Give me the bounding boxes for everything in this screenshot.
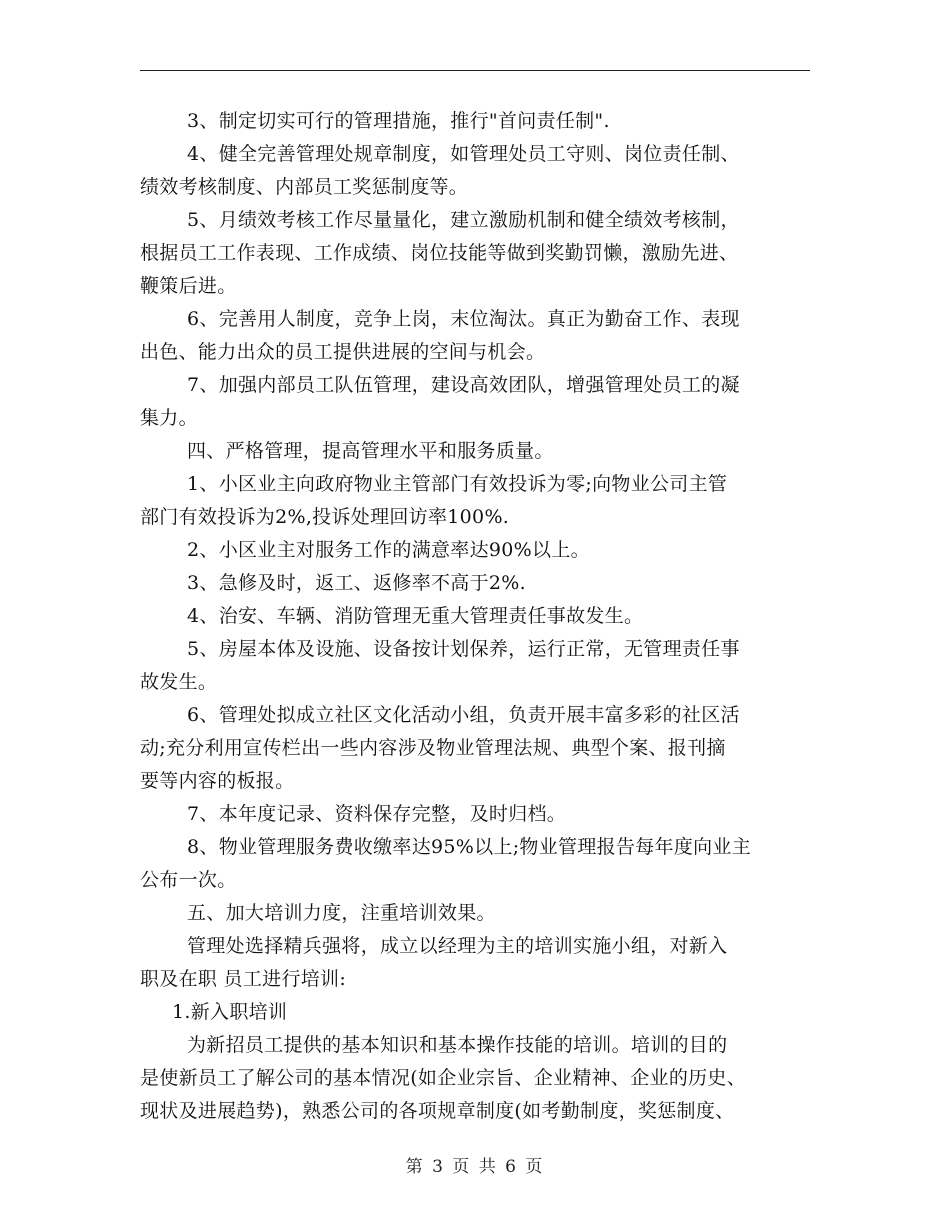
text-line: 3、制定切实可行的管理措施，推行"首问责任制".	[187, 110, 610, 132]
text-line: 4、治安、车辆、消防管理无重大管理责任事故发生。	[187, 605, 644, 627]
text-line: 根据员工工作表现、工作成绩、岗位技能等做到奖勤罚懒，激励先进、	[140, 242, 739, 264]
text-line: 2、小区业主对服务工作的满意率达90%以上。	[187, 539, 590, 561]
text-line: 管理处选择精兵强将，成立以经理为主的培训实施小组，对新入	[187, 935, 728, 957]
section-heading: 四、严格管理，提高管理水平和服务质量。	[187, 440, 554, 462]
text-line: 4、健全完善管理处规章制度，如管理处员工守则、岗位责任制、	[187, 143, 740, 165]
header-rule	[140, 70, 810, 71]
text-line: 3、急修及时，返工、返修率不高于2%.	[187, 572, 526, 594]
text-line: 8、物业管理服务费收缴率达95%以上;物业管理报告每年度向业主	[187, 836, 752, 858]
text-line: 绩效考核制度、内部员工奖惩制度等。	[140, 176, 469, 198]
text-line: 为新招员工提供的基本知识和基本操作技能的培训。培训的目的	[187, 1034, 728, 1056]
text-line: 集力。	[140, 407, 198, 429]
text-line: 6、管理处拟成立社区文化活动小组，负责开展丰富多彩的社区活	[187, 704, 740, 726]
text-line: 故发生。	[140, 671, 218, 693]
text-line: 要等内容的板报。	[140, 770, 295, 792]
text-line: 7、本年度记录、资料保存完整，及时归档。	[187, 803, 567, 825]
section-heading: 五、加大培训力度，注重培训效果。	[187, 902, 496, 924]
text-line: 公布一次。	[140, 869, 237, 891]
text-line: 5、月绩效考核工作尽量量化，建立激励机制和健全绩效考核制，	[187, 209, 740, 231]
text-line: 鞭策后进。	[140, 275, 237, 297]
text-line: 6、完善用人制度，竞争上岗，末位淘汰。真正为勤奋工作、表现	[187, 308, 740, 330]
text-line: 出色、能力出众的员工提供进展的空间与机会。	[140, 341, 546, 363]
text-line: 7、加强内部员工队伍管理，建设高效团队，增强管理处员工的凝	[187, 374, 740, 396]
page-footer: 第 3 页 共 6 页	[405, 1157, 545, 1177]
text-line: 职及在职 员工进行培训:	[140, 968, 347, 990]
text-line: 1、小区业主向政府物业主管部门有效投诉为零;向物业公司主管	[187, 473, 728, 495]
subsection-heading: 1.新入职培训	[172, 1001, 288, 1023]
text-line: 现状及进展趋势)，熟悉公司的各项规章制度(如考勤制度，奖惩制度、	[140, 1100, 735, 1122]
text-line: 部门有效投诉为2%,投诉处理回访率100%.	[140, 506, 510, 528]
text-line: 动;充分利用宣传栏出一些内容涉及物业管理法规、典型个案、报刊摘	[140, 737, 726, 759]
text-line: 5、房屋本体及设施、设备按计划保养，运行正常，无管理责任事	[187, 638, 740, 660]
text-line: 是使新员工了解公司的基本情况(如企业宗旨、企业精神、企业的历史、	[140, 1067, 747, 1089]
